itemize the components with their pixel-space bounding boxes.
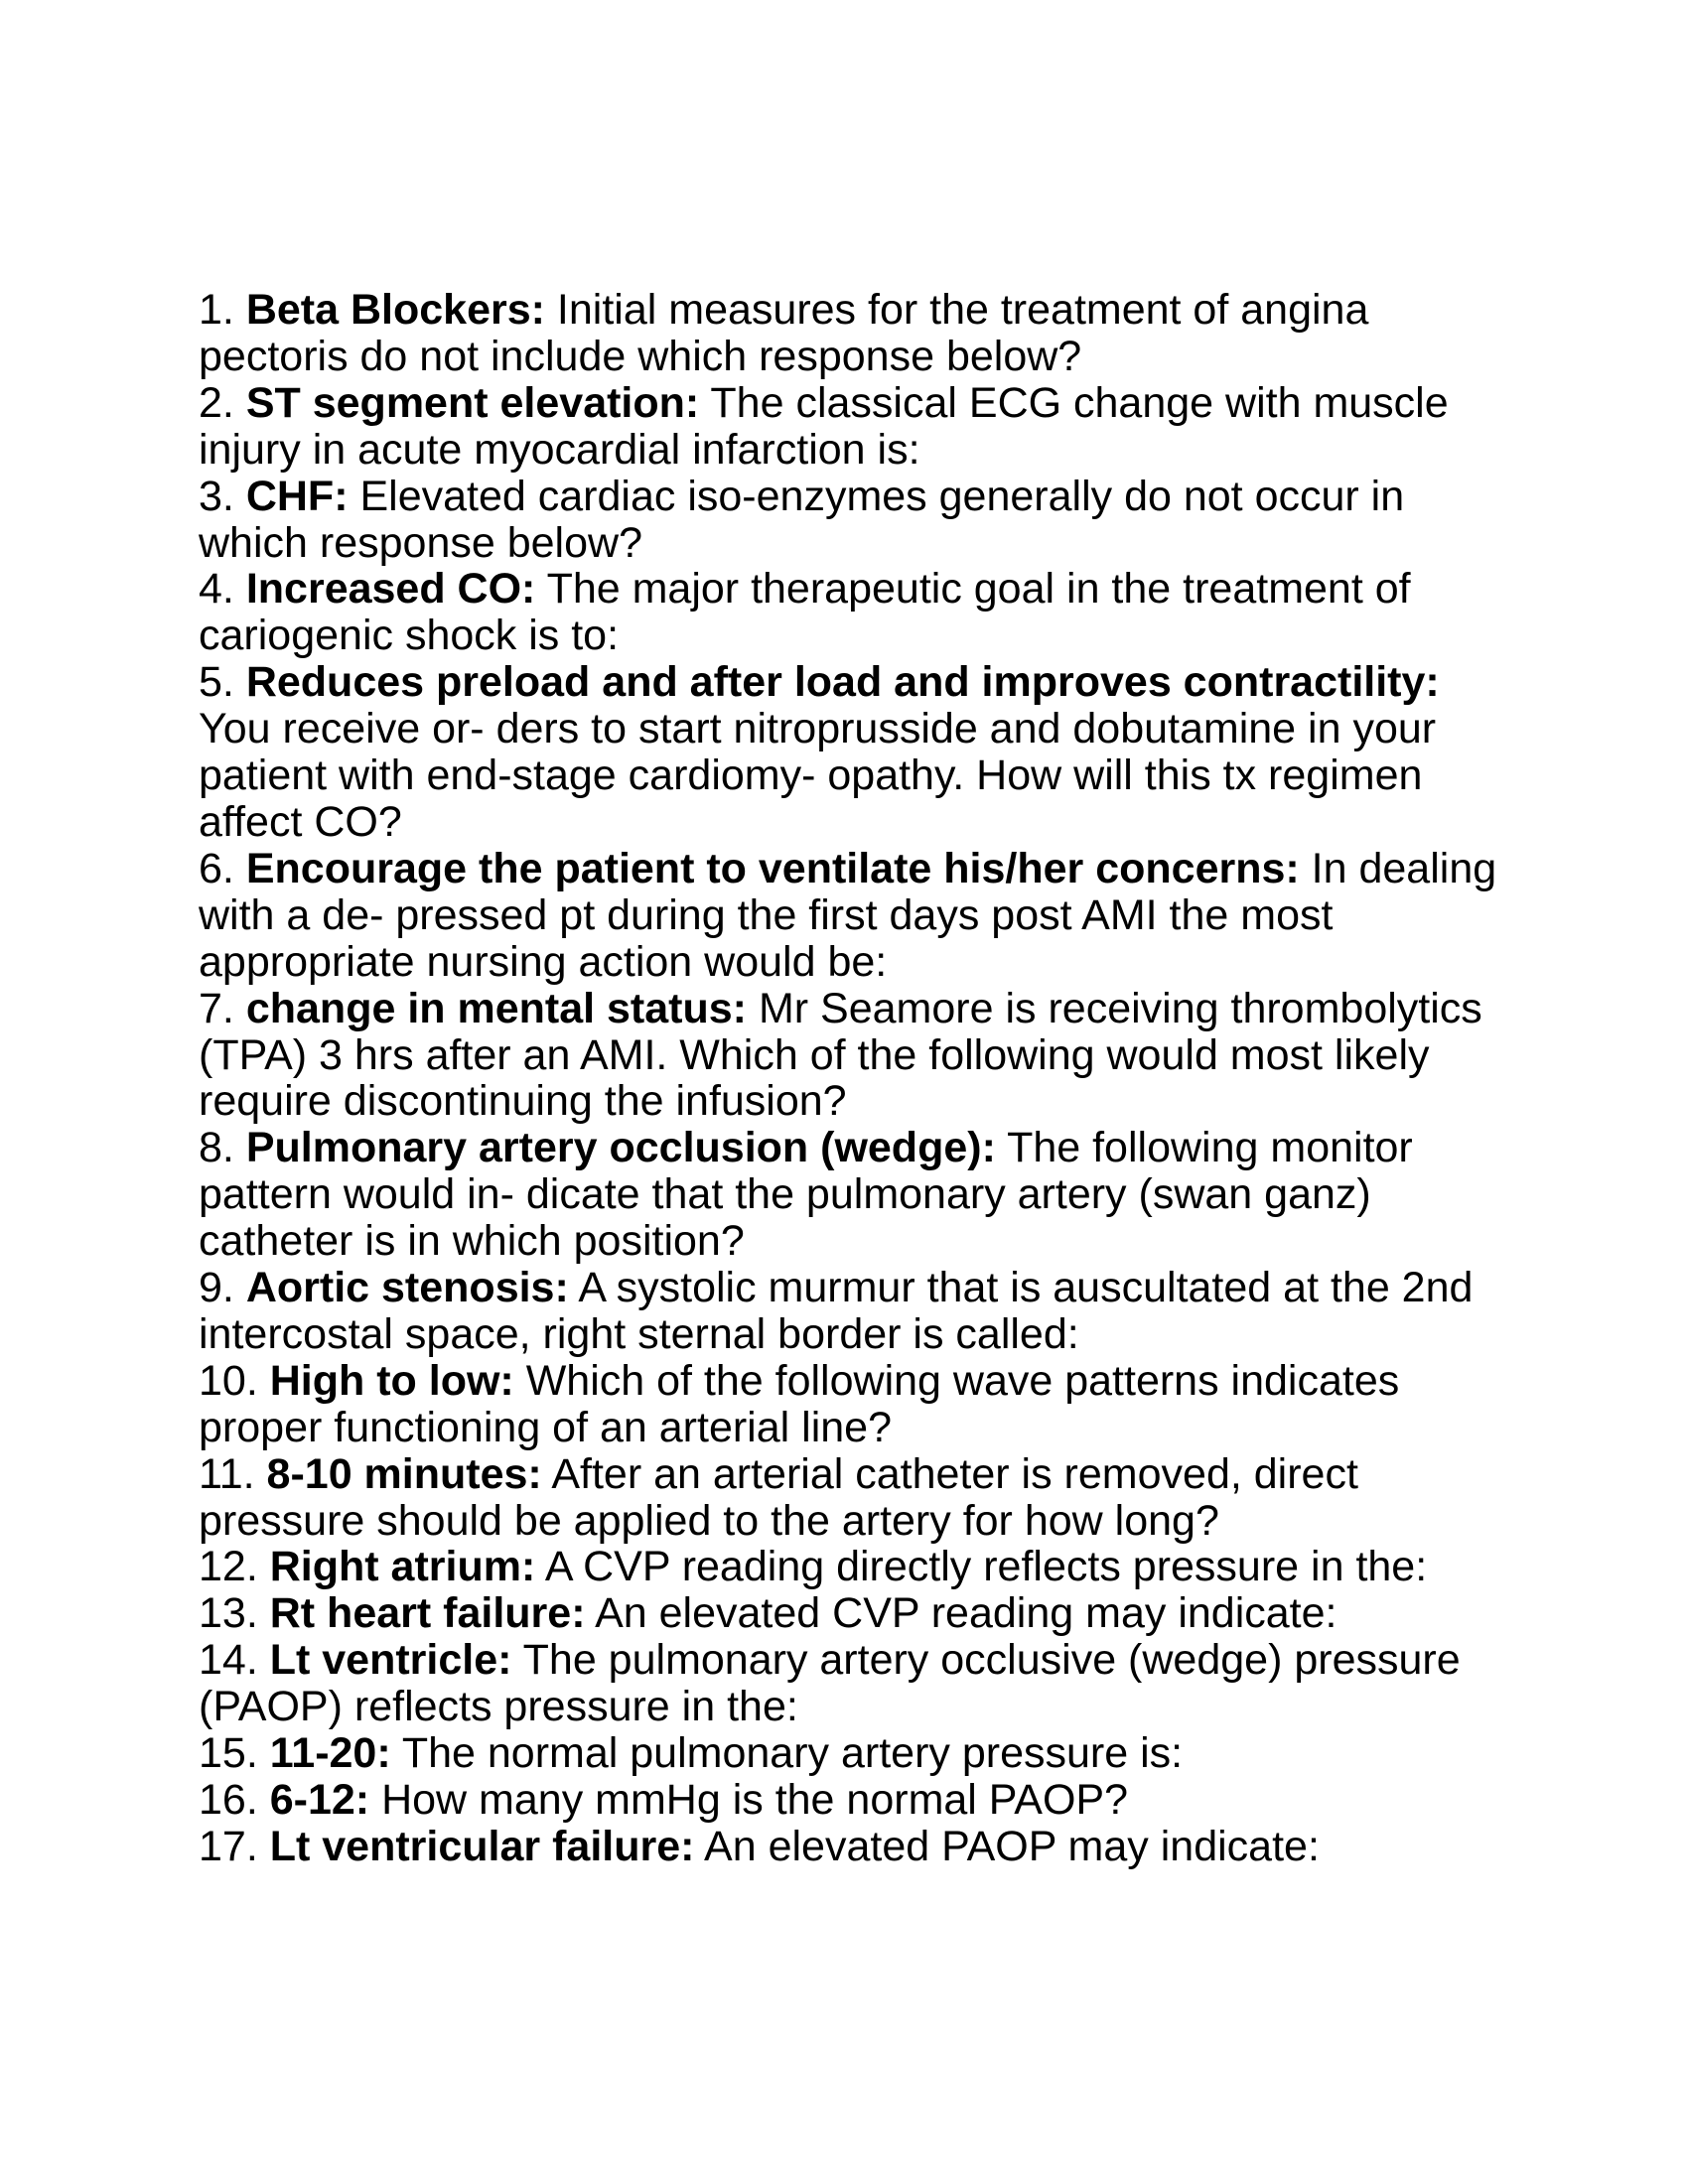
item-number: 2. (199, 378, 234, 427)
item-number: 12. (199, 1543, 258, 1591)
item-question: Elevated cardiac iso-enzymes generally do not occur in which response below? (199, 472, 1405, 567)
qa-item-12 (199, 1544, 1509, 1590)
qa-item-6 (199, 846, 1509, 986)
item-question: Mr Seamore is receiving thrombolytics (TPA) 3 hrs after an AMI. Which of the following would most likely require discontinuing the infusion? (199, 984, 1482, 1126)
item-answer: Aortic stenosis: (245, 1264, 569, 1312)
qa-item-11 (199, 1451, 1509, 1545)
document-page (199, 287, 1509, 1870)
qa-item-1 (199, 287, 1509, 380)
item-number: 1. (199, 286, 234, 334)
item-question: A systolic murmur that is auscultated at the 2nd intercostal space, right sternal border is called: (199, 1264, 1474, 1358)
item-question: Initial measures for the treatment of angina pectoris do not include which response below? (199, 286, 1369, 380)
item-number: 14. (199, 1636, 258, 1685)
item-answer: 8-10 minutes: (266, 1449, 542, 1498)
item-number: 13. (199, 1589, 258, 1638)
item-number: 8. (199, 1124, 234, 1172)
item-answer: CHF: (245, 472, 349, 520)
item-number: 16. (199, 1776, 258, 1824)
item-question: The normal pulmonary artery pressure is: (401, 1729, 1184, 1778)
item-answer: Rt heart failure: (269, 1589, 586, 1638)
qa-item-3 (199, 474, 1509, 567)
item-number: 15. (199, 1729, 258, 1778)
item-question: How many mmHg is the normal PAOP? (381, 1776, 1129, 1824)
item-number: 4. (199, 565, 234, 614)
item-question: An elevated CVP reading may indicate: (595, 1589, 1337, 1638)
item-number: 6. (199, 844, 234, 892)
qa-item-8 (199, 1125, 1509, 1265)
item-answer: Increased CO: (245, 565, 536, 614)
item-answer: Encourage the patient to ventilate his/her concerns: (245, 844, 1300, 892)
item-answer: ST segment elevation: (245, 378, 700, 427)
item-question: After an arterial catheter is removed, direct pressure should be applied to the artery for how long? (199, 1449, 1358, 1545)
item-answer: Lt ventricular failure: (269, 1822, 695, 1870)
qa-list (199, 287, 1509, 1870)
item-number: 5. (199, 658, 234, 707)
qa-item-2 (199, 380, 1509, 474)
item-answer: Lt ventricle: (269, 1636, 512, 1685)
item-number: 9. (199, 1264, 234, 1312)
item-question: The classical ECG change with muscle injury in acute myocardial infarction is: (199, 378, 1449, 474)
qa-item-4 (199, 566, 1509, 659)
item-answer: Pulmonary artery occlusion (wedge): (245, 1124, 996, 1172)
item-question: You receive or- ders to start nitroprusside and dobutamine in your patient with end-stage cardiomy- opathy. How will this tx regimen affect CO? (199, 705, 1437, 846)
qa-item-15 (199, 1730, 1509, 1777)
item-question: In dealing with a de- pressed pt during the first days post AMI the most appropriate nursing action would be: (199, 844, 1497, 986)
item-number: 10. (199, 1356, 258, 1405)
item-answer: Right atrium: (269, 1543, 536, 1591)
qa-item-16 (199, 1777, 1509, 1824)
qa-item-5 (199, 659, 1509, 846)
item-number: 3. (199, 472, 234, 520)
item-answer: 6-12: (269, 1776, 370, 1824)
item-answer: change in mental status: (245, 984, 747, 1032)
item-question: The major therapeutic goal in the treatment of cariogenic shock is to: (199, 565, 1411, 660)
item-answer: Reduces preload and after load and improves contractility: (245, 658, 1440, 707)
item-question: A CVP reading directly reflects pressure in the: (544, 1543, 1428, 1591)
item-number: 11. (199, 1449, 255, 1498)
item-question: An elevated PAOP may indicate: (704, 1822, 1320, 1870)
qa-item-7 (199, 986, 1509, 1126)
item-number: 7. (199, 984, 234, 1032)
qa-item-17 (199, 1824, 1509, 1870)
item-answer: 11-20: (269, 1729, 391, 1778)
item-question: The pulmonary artery occlusive (wedge) pressure (PAOP) reflects pressure in the: (199, 1636, 1461, 1731)
qa-item-9 (199, 1265, 1509, 1358)
item-answer: High to low: (269, 1356, 514, 1405)
item-question: Which of the following wave patterns indicates proper functioning of an arterial line? (199, 1356, 1400, 1451)
qa-item-13 (199, 1590, 1509, 1637)
item-answer: Beta Blockers: (245, 286, 545, 334)
qa-item-14 (199, 1637, 1509, 1730)
qa-item-10 (199, 1358, 1509, 1451)
item-question: The following monitor pattern would in- dicate that the pulmonary artery (swan ganz) catheter is in which position? (199, 1124, 1413, 1266)
item-number: 17. (199, 1822, 258, 1870)
